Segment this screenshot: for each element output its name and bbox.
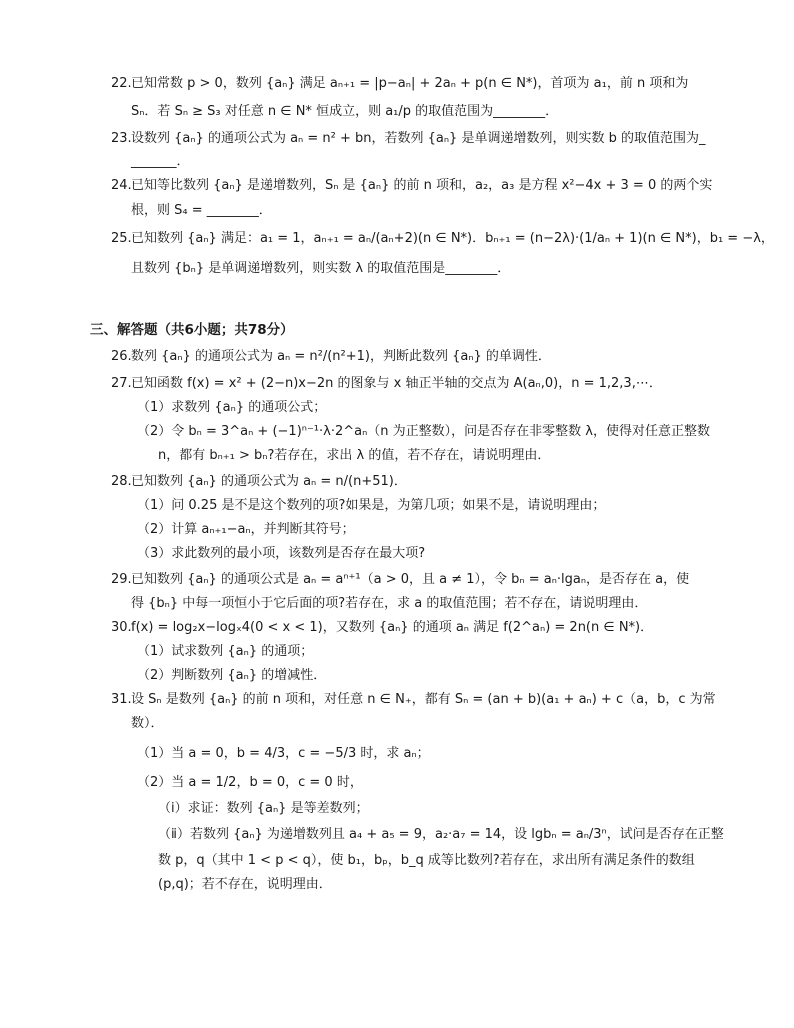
question-text: Sₙ．若 Sₙ ≥ S₃ 对任意 n ∈ N* 恒成立，则 a₁/p 的取值范围为________． xyxy=(131,104,559,119)
question-text: 数 p，q（其中 1 < p < q），使 b₁，bₚ，b_q 成等比数列?若存在，求出所有满足条件的数组 xyxy=(158,853,695,868)
question-text: 根，则 S₄ = ________． xyxy=(131,203,272,218)
question-text: 设数列 {aₙ} 的通项公式为 aₙ = n² + bn，若数列 {aₙ} 是单调递增数列，则实数 b 的取值范围为_ xyxy=(131,131,706,146)
section-heading: 三、解答题（共6小题；共78分） xyxy=(90,322,294,338)
question-number: 25. xyxy=(111,231,132,246)
question-text: 已知等比数列 {aₙ} 是递增数列，Sₙ 是 {aₙ} 的前 n 项和，a₂，a₃ 是方程 x²−4x + 3 = 0 的两个实 xyxy=(131,178,713,193)
question-text: （2）计算 aₙ₊₁−aₙ，并判断其符号； xyxy=(137,522,355,537)
question-text: （1）问 0.25 是不是这个数列的项?如果是，为第几项；如果不是，请说明理由； xyxy=(137,498,606,513)
question-number: 26. xyxy=(111,349,132,364)
question-number: 30. xyxy=(111,620,132,635)
question-text: （2）当 a = 1/2，b = 0，c = 0 时， xyxy=(137,775,363,790)
question-number: 31. xyxy=(111,692,132,707)
question-number: 23. xyxy=(111,131,132,146)
question-text: 已知数列 {aₙ} 的通项公式是 aₙ = aⁿ⁺¹（a > 0，且 a ≠ 1），令 bₙ = aₙ·lgaₙ，是否存在 a，使 xyxy=(131,572,690,587)
question-text: （3）求此数列的最小项，该数列是否存在最大项? xyxy=(137,546,426,561)
question-number: 29. xyxy=(111,572,132,587)
question-text: （1）试求数列 {aₙ} 的通项； xyxy=(137,644,314,659)
question-text: 已知数列 {aₙ} 的通项公式为 aₙ = n/(n+51)． xyxy=(131,474,407,489)
question-text: 得 {bₙ} 中每一项恒小于它后面的项?若存在，求 a 的取值范围；若不存在，请说明理由． xyxy=(131,596,648,611)
question-number: 22. xyxy=(111,76,132,91)
question-text: _______． xyxy=(131,154,190,169)
question-text: (p,q)；若不存在，说明理由． xyxy=(158,877,332,892)
question-text: （1）求数列 {aₙ} 的通项公式； xyxy=(137,400,327,415)
question-text: （ⅰ）求证：数列 {aₙ} 是等差数列； xyxy=(158,801,369,816)
question-text: （ⅱ）若数列 {aₙ} 为递增数列且 a₄ + a₅ = 9，a₂·a₇ = 14，设 lgbₙ = aₙ/3ⁿ，试问是否存在正整 xyxy=(158,827,724,842)
question-text: 已知数列 {aₙ} 满足：a₁ = 1，aₙ₊₁ = aₙ/(aₙ+2)(n ∈ N*)．bₙ₊₁ = (n−2λ)·(1/aₙ + 1)(n ∈ N*)，b₁ = −λ， xyxy=(131,231,774,246)
question-text: （2）判断数列 {aₙ} 的增减性． xyxy=(137,668,327,683)
question-text: 且数列 {bₙ} 是单调递增数列，则实数 λ 的取值范围是________． xyxy=(131,261,511,276)
question-number: 28. xyxy=(111,474,132,489)
question-number: 27. xyxy=(111,376,132,391)
question-number: 24. xyxy=(111,178,132,193)
question-text: f(x) = log₂x−logₓ4(0 < x < 1)，又数列 {aₙ} 的通项 aₙ 满足 f(2^aₙ) = 2n(n ∈ N*)． xyxy=(131,620,654,635)
question-text: 数列 {aₙ} 的通项公式为 aₙ = n²/(n²+1)，判断此数列 {aₙ} 的单调性． xyxy=(131,349,551,364)
question-text: （2）令 bₙ = 3^aₙ + (−1)ⁿ⁻¹·λ·2^aₙ（n 为正整数），问是否存在非零整数 λ，使得对任意正整数 xyxy=(137,424,710,439)
question-text: （1）当 a = 0，b = 4/3，c = −5/3 时，求 aₙ； xyxy=(137,746,430,761)
question-text: 数）． xyxy=(131,716,164,731)
question-text: n，都有 bₙ₊₁ > bₙ?若存在，求出 λ 的值，若不存在，请说明理由． xyxy=(158,448,551,463)
question-text: 已知常数 p > 0，数列 {aₙ} 满足 aₙ₊₁ = |p−aₙ| + 2aₙ + p(n ∈ N*)，首项为 a₁，前 n 项和为 xyxy=(131,76,689,91)
question-text: 设 Sₙ 是数列 {aₙ} 的前 n 项和，对任意 n ∈ N₊，都有 Sₙ = (an + b)(a₁ + aₙ) + c（a，b，c 为常 xyxy=(131,692,716,707)
question-text: 已知函数 f(x) = x² + (2−n)x−2n 的图象与 x 轴正半轴的交点为 A(aₙ,0)，n = 1,2,3,⋯． xyxy=(131,376,662,391)
